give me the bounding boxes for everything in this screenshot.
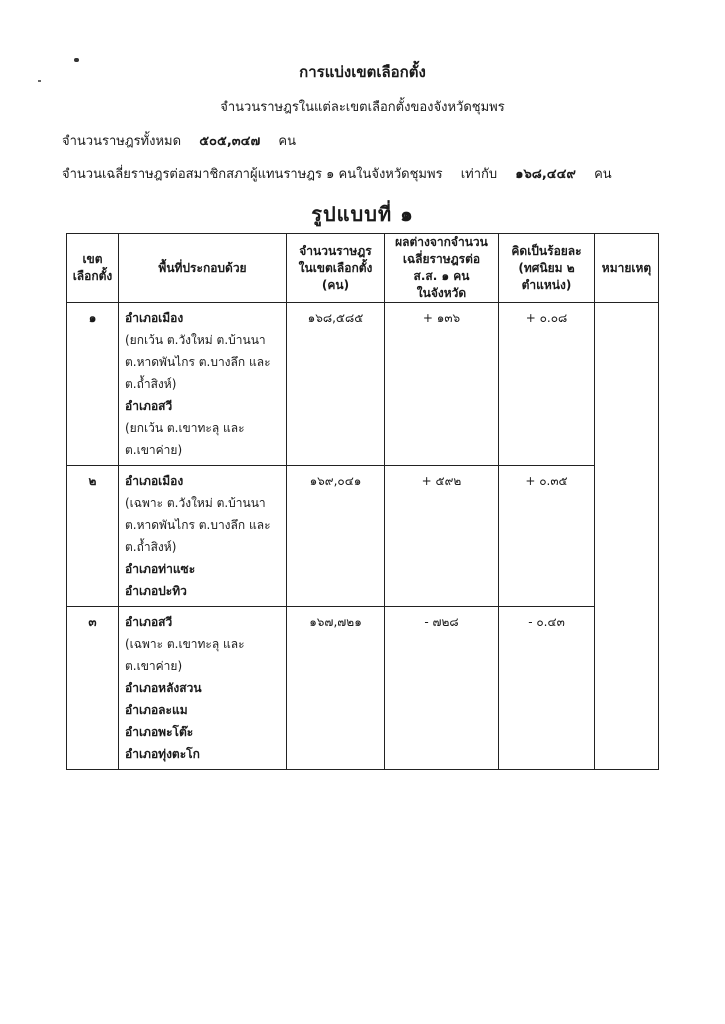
area-detail: ต.ถ้ำสิงห์) <box>125 540 177 554</box>
district-number: ๒ <box>67 466 119 607</box>
total-population-line <box>62 130 310 151</box>
area-detail: (เฉพาะ ต.เขาทะลุ และ <box>125 637 245 651</box>
header-district: เขต เลือกตั้ง <box>67 234 119 303</box>
header-difference: ผลต่างจากจำนวน เฉลี่ยราษฎรต่อ ส.ส. ๑ คน ในจังหวัด <box>385 234 499 303</box>
table-header-row <box>67 234 659 303</box>
area-district-name: อำเภอเมือง <box>125 474 184 488</box>
total-population-value: ๕๐๕,๓๔๗ <box>199 134 261 149</box>
area-district-name: อำเภอพะโต๊ะ <box>125 725 194 739</box>
area-detail: (ยกเว้น ต.วังใหม่ ต.บ้านนา <box>125 333 266 347</box>
area-detail: ต.หาดพันไกร ต.บางลึก และ <box>125 355 271 369</box>
percent-value: - ๐.๔๓ <box>499 607 595 770</box>
area-district-name: อำเภอละแม <box>125 703 188 717</box>
average-population-label: จำนวนเฉลี่ยราษฎรต่อสมาชิกสภาผู้แทนราษฎร ๑ คนในจังหวัดชุมพร <box>62 167 443 182</box>
form-title: รูปแบบที่ ๑ <box>311 202 414 226</box>
table-row <box>67 303 659 466</box>
area-district-name: อำเภอสวี <box>125 399 173 413</box>
header-remarks: หมายเหตุ <box>595 234 659 303</box>
header-population: จำนวนราษฎร ในเขตเลือกตั้ง (คน) <box>287 234 385 303</box>
average-population-line <box>62 163 626 184</box>
area-district-name: อำเภอท่าแซะ <box>125 562 196 576</box>
table-row <box>67 607 659 770</box>
area-detail: ต.เขาค่าย) <box>125 659 183 673</box>
area-district-name: อำเภอสวี <box>125 615 173 629</box>
average-population-unit: คน <box>594 167 612 182</box>
area-detail: (เฉพาะ ต.วังใหม่ ต.บ้านนา <box>125 496 266 510</box>
district-area <box>119 607 287 770</box>
document-title: การแบ่งเขตเลือกตั้ง <box>299 63 426 81</box>
document-subtitle: จำนวนราษฎรในแต่ละเขตเลือกตั้งของจังหวัดชุมพร <box>220 100 505 115</box>
district-number: ๑ <box>67 303 119 466</box>
district-area <box>119 466 287 607</box>
table-row <box>67 466 659 607</box>
difference-value: + ๕๙๒ <box>385 466 499 607</box>
difference-value: - ๗๒๘ <box>385 607 499 770</box>
district-area <box>119 303 287 466</box>
area-detail: ต.ถ้ำสิงห์) <box>125 377 177 391</box>
remarks-cell <box>595 303 659 770</box>
difference-value: + ๑๓๖ <box>385 303 499 466</box>
average-population-equals: เท่ากับ <box>460 167 498 182</box>
district-table <box>66 233 659 770</box>
total-population-label: จำนวนราษฎรทั้งหมด <box>62 134 182 149</box>
header-area: พื้นที่ประกอบด้วย <box>119 234 287 303</box>
percent-value: + ๐.๓๕ <box>499 466 595 607</box>
area-detail: ต.เขาค่าย) <box>125 443 183 457</box>
average-population-value: ๑๖๘,๔๔๙ <box>515 167 576 182</box>
total-population-unit: คน <box>278 134 296 149</box>
area-district-name: อำเภอเมือง <box>125 311 184 325</box>
area-district-name: อำเภอปะทิว <box>125 584 187 598</box>
area-detail: (ยกเว้น ต.เขาทะลุ และ <box>125 421 245 435</box>
population-value: ๑๖๙,๐๔๑ <box>287 466 385 607</box>
population-value: ๑๖๗,๗๒๑ <box>287 607 385 770</box>
area-district-name: อำเภอหลังสวน <box>125 681 202 695</box>
percent-value: + ๐.๐๘ <box>499 303 595 466</box>
header-percent: คิดเป็นร้อยละ (ทศนิยม ๒ ตำแหน่ง) <box>499 234 595 303</box>
area-district-name: อำเภอทุ่งตะโก <box>125 747 200 761</box>
population-value: ๑๖๘,๕๘๕ <box>287 303 385 466</box>
area-detail: ต.หาดพันไกร ต.บางลึก และ <box>125 518 271 532</box>
district-number: ๓ <box>67 607 119 770</box>
